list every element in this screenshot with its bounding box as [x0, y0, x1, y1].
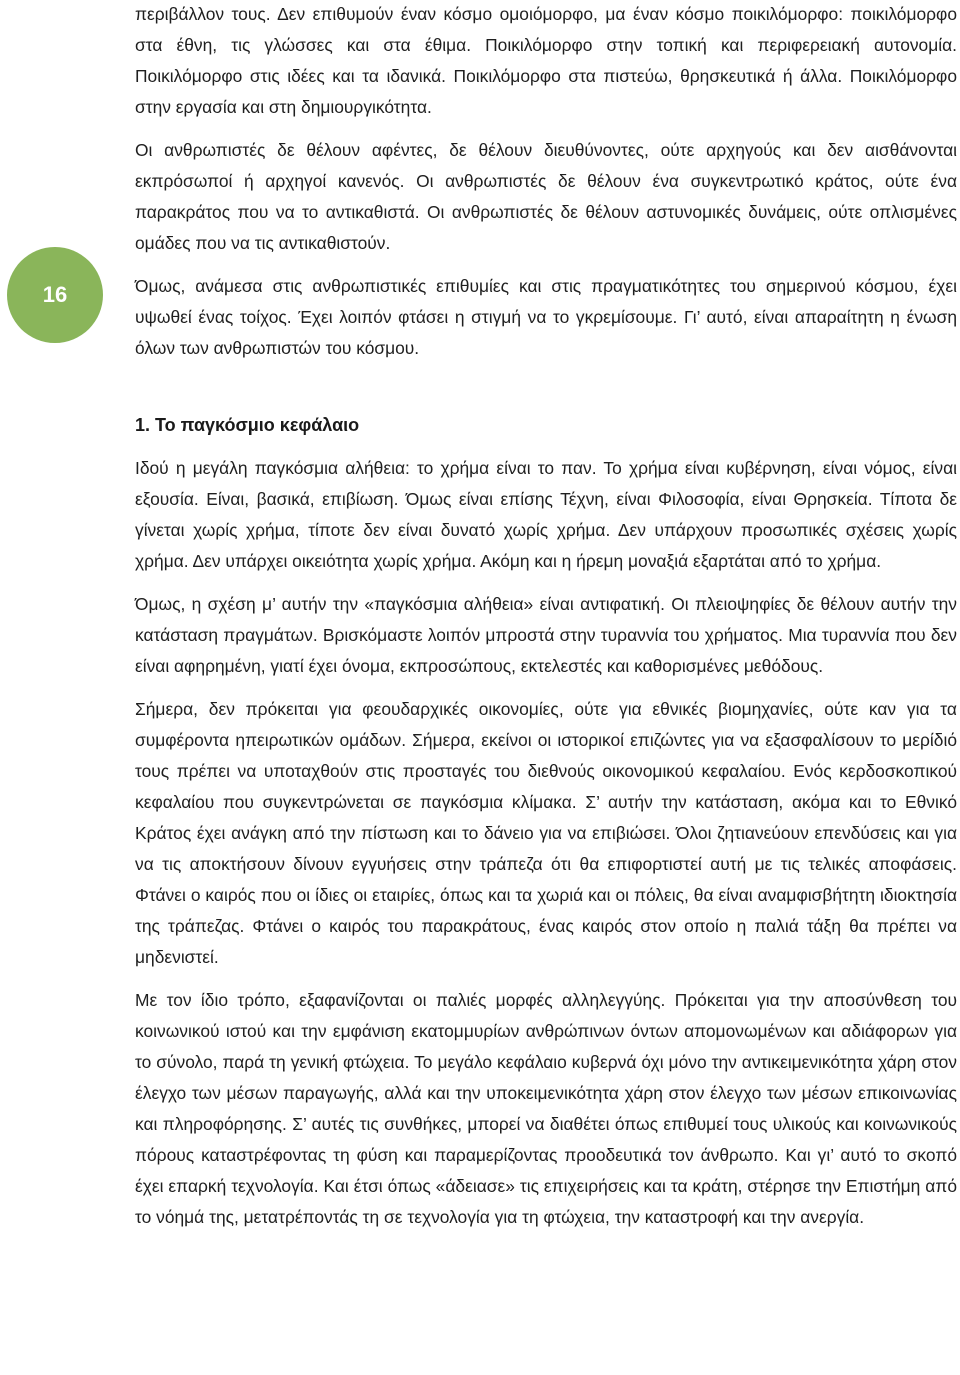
paragraph-wall: Όμως, ανάμεσα στις ανθρωπιστικές επιθυμίες και στις πραγματικότητες του σημερινού κόσμου, έχει υψωθεί ένας τοίχος. Έχει λοιπόν φτάσει η στιγμή να το γκρεμίσουμε. Γι’ αυτό, είναι απαραίτητη η ένωση όλων των ανθρωπιστών του κόσμου. [135, 276, 957, 358]
paragraph-humanists-no-masters: Οι ανθρωπιστές δε θέλουν αφέντες, δε θέλουν διευθύνοντες, ούτε αρχηγούς και δεν αισθάνονται εκπρόσωποί ή αρχηγοί κανενός. Οι ανθρωπιστές δε θέλουν ένα συγκεντρωτικό κράτος, ούτε ένα παρακράτος που να το αντικαθιστά. Οι ανθρωπιστές δε θέλουν αστυνομικές δυνάμεις, ούτε οπλισμένες ομάδες που να τις αντικαθιστούν. [135, 140, 957, 253]
page-number-badge [7, 247, 103, 343]
section-heading: 1. Το παγκόσμιο κεφάλαιο [135, 415, 360, 435]
paragraph-intro: περιβάλλον τους. Δεν επιθυμούν έναν κόσμο ομοιόμορφο, μα έναν κόσμο ποικιλόμορφο: ποικιλόμορφο στα έθνη, τις γλώσσες και στα έθιμα. Ποικιλόμορφο στην τοπική και περιφερειακή αυτονομία. Ποικιλόμορφο στις ιδέες και τα ιδανικά. Ποικιλόμορφο στα πιστεύω, θρησκευτικά ή άλλα. Ποικιλόμορφο στην εργασία και στη δημιουργικότητα. [135, 4, 957, 117]
page-number: 16 [42, 282, 68, 307]
paragraph-money-truth: Ιδού η μεγάλη παγκόσμια αλήθεια: το χρήμα είναι το παν. Το χρήμα είναι κυβέρνηση, είναι νόμος, είναι εξουσία. Είναι, βασικά, επιβίωση. Όμως είναι επίσης Τέχνη, είναι Φιλοσοφία, είναι Θρησκεία. Τίποτα δε γίνεται χωρίς χρήμα, τίποτε δεν είναι δυνατό χωρίς χρήμα. Δεν υπάρχουν προσωπικές σχέσεις χωρίς χρήμα. Δεν υπάρχει οικειότητα χωρίς χρήμα. Ακόμη και η ήρεμη μοναξιά εξαρτάται από το χρήμα. [135, 458, 957, 571]
paragraph-tyranny: Όμως, η σχέση μ’ αυτήν την «παγκόσμια αλήθεια» είναι αντιφατική. Οι πλειοψηφίες δε θέλουν αυτήν την κατάσταση πραγμάτων. Βρισκόμαστε λοιπόν μπροστά στην τυραννία του χρήματος. Μια τυραννία που δεν είναι αφηρημένη, γιατί έχει όνομα, εκπροσώπους, εκτελεστές και καθορισμένες μεθόδους. [135, 594, 957, 676]
document-body [135, 0, 957, 1233]
paragraph-solidarity: Με τον ίδιο τρόπο, εξαφανίζονται οι παλιές μορφές αλληλεγγύης. Πρόκειται για την αποσύνθεση του κοινωνικού ιστού και την εμφάνιση εκατομμυρίων ανθρώπινων όντων απομονωμένων και αδιάφορων για το σύνολο, παρά τη γενική φτώχεια. Το μεγάλο κεφάλαιο κυβερνά όχι μόνο την αντικειμενικότητα χάρη στον έλεγχο των μέσων παραγωγής, αλλά και την υποκειμενικότητα χάρη στον έλεγχο των μέσων επικοινωνίας και πληροφόρησης. Σ’ αυτές τις συνθήκες, μπορεί να διαθέτει όπως επιθυμεί τους υλικούς και κοινωνικούς πόρους καταστρέφοντας τη φύση και παραμερίζοντας προοδευτικά τον άνθρωπο. Και γι’ αυτό το σκοπό έχει επαρκή τεχνολογία. Και έτσι όπως «άδειασε» τις επιχειρήσεις και τα κράτη, στέρησε την Επιστήμη από το νόημά της, μετατρέποντάς τη σε τεχνολογία για τη φτώχεια, την καταστροφή και την ανεργία. [135, 990, 957, 1227]
paragraph-capital: Σήμερα, δεν πρόκειται για φεουδαρχικές οικονομίες, ούτε για εθνικές βιομηχανίες, ούτε καν για τα συμφέροντα ηπειρωτικών ομάδων. Σήμερα, εκείνοι οι ιστορικοί επιζώντες για να εξασφαλίσουν το μερίδιό τους πρέπει να υποταχθούν στις προσταγές του διεθνούς οικονομικού κεφαλαίου. Ενός κερδοσκοπικού κεφαλαίου που συγκεντρώνεται σε παγκόσμια κλίμακα. Σ’ αυτήν την κατάσταση, ακόμα και το Εθνικό Κράτος έχει ανάγκη από την πίστωση και το δάνειο για να επιβιώσει. Όλοι ζητιανεύουν επενδύσεις και για να τις αποκτήσουν δίνουν εγγυήσεις στην τράπεζα ότι θα επιφορτιστεί αυτή με τις τελικές αποφάσεις. Φτάνει ο καιρός που οι ίδιες οι εταιρίες, όπως και τα χωριά και οι πόλεις, θα είναι αναμφισβήτητη ιδιοκτησία της τράπεζας. Φτάνει ο καιρός του παρακράτους, ένας καιρός στον οποίο η παλιά τάξη θα πρέπει να μηδενιστεί. [135, 699, 957, 967]
